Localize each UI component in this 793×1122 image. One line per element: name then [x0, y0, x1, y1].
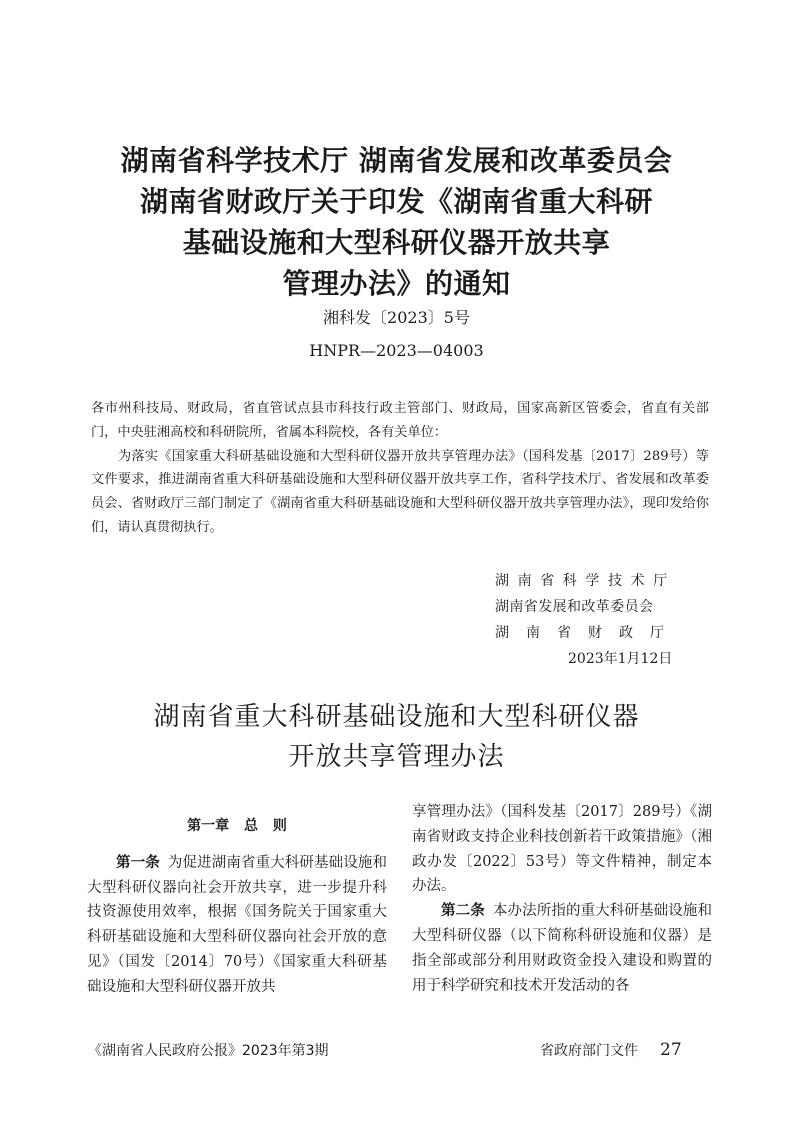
title-line: 湖南省科学技术厅 湖南省发展和改革委员会 [120, 144, 673, 177]
article-2-label: 第二条 [441, 903, 485, 920]
title-line: 基础设施和大型科研仪器开放共享 [182, 226, 611, 259]
article-1 [87, 851, 387, 1000]
footer-section-label: 省政府部门文件 [540, 1043, 638, 1059]
chapter-heading: 第一章 总 则 [187, 818, 287, 834]
recipients: 各市州科技局、财政局，省直管试点县市科技行政主管部门、财政局，国家高新区管委会，省直有关部门，中央驻湘高校和科研院所，省属本科院校，各有关单位： [91, 401, 709, 440]
signature-block [495, 568, 681, 667]
article-2 [412, 899, 712, 998]
measures-title-line: 开放共享管理办法 [288, 742, 505, 772]
signer-finance-dept: 湖南省财政厅 [495, 625, 681, 641]
article-1-text: 为促进湖南省重大科研基础设施和大型科研仪器向社会开放共享，进一步提升科技资源使用效率，根据《国务院关于国家重大科研基础设施和大型科研仪器向社会开放的意见》（国发〔2014〕70号）《国家重大科研基础设施和大型科研仪器开放共 [87, 854, 388, 995]
title-line: 湖南省财政厅关于印发《湖南省重大科研 [139, 185, 653, 218]
title-line: 管理办法》的通知 [282, 267, 511, 300]
document-number: 湘科发〔2023〕5号 [323, 308, 470, 327]
article-1-continued: 享管理办法》（国科发基〔2017〕289号）《湖南省财政支持企业科技创新若干政策措施》（湘政办发〔2022〕53号）等文件精神，制定本办法。 [412, 804, 712, 895]
footer-publication: 《湖南省人民政府公报》2023年第3期 [88, 1043, 329, 1059]
left-column [87, 800, 387, 1000]
page-number: 27 [660, 1040, 682, 1060]
article-2-text: 本办法所指的重大科研基础设施和大型科研仪器（以下简称科研设施和仪器）是指全部或部分利用财政资金投入建设和购置的用于科学研究和技术开发活动的各 [412, 903, 713, 994]
measures-title-line: 湖南省重大科研基础设施和大型科研仪器 [153, 702, 640, 732]
notice-paragraph: 为落实《国家重大科研基础设施和大型科研仪器开放共享管理办法》（国科发基〔2017〕289号）等文件要求，推进湖南省重大科研基础设施和大型科研仪器开放共享工作，省科学技术厅、省发展和改革委员会、省财政厅三部门制定了《湖南省重大科研基础设施和大型科研仪器开放共享管理办法》，现印发给你们，请认真贯彻执行。 [91, 448, 709, 535]
notice-title [60, 140, 733, 304]
signature-date: 2023年1月12日 [568, 651, 673, 667]
right-column [412, 800, 712, 998]
article-1-label: 第一条 [116, 854, 160, 871]
footer-section [540, 1040, 682, 1060]
measures-title [60, 697, 733, 777]
registration-number: HNPR—2023—04003 [309, 341, 484, 360]
signer-development-commission: 湖南省发展和改革委员会 [495, 599, 654, 615]
signer-science-dept: 湖南省科学技术厅 [495, 573, 676, 589]
notice-body [91, 397, 709, 540]
